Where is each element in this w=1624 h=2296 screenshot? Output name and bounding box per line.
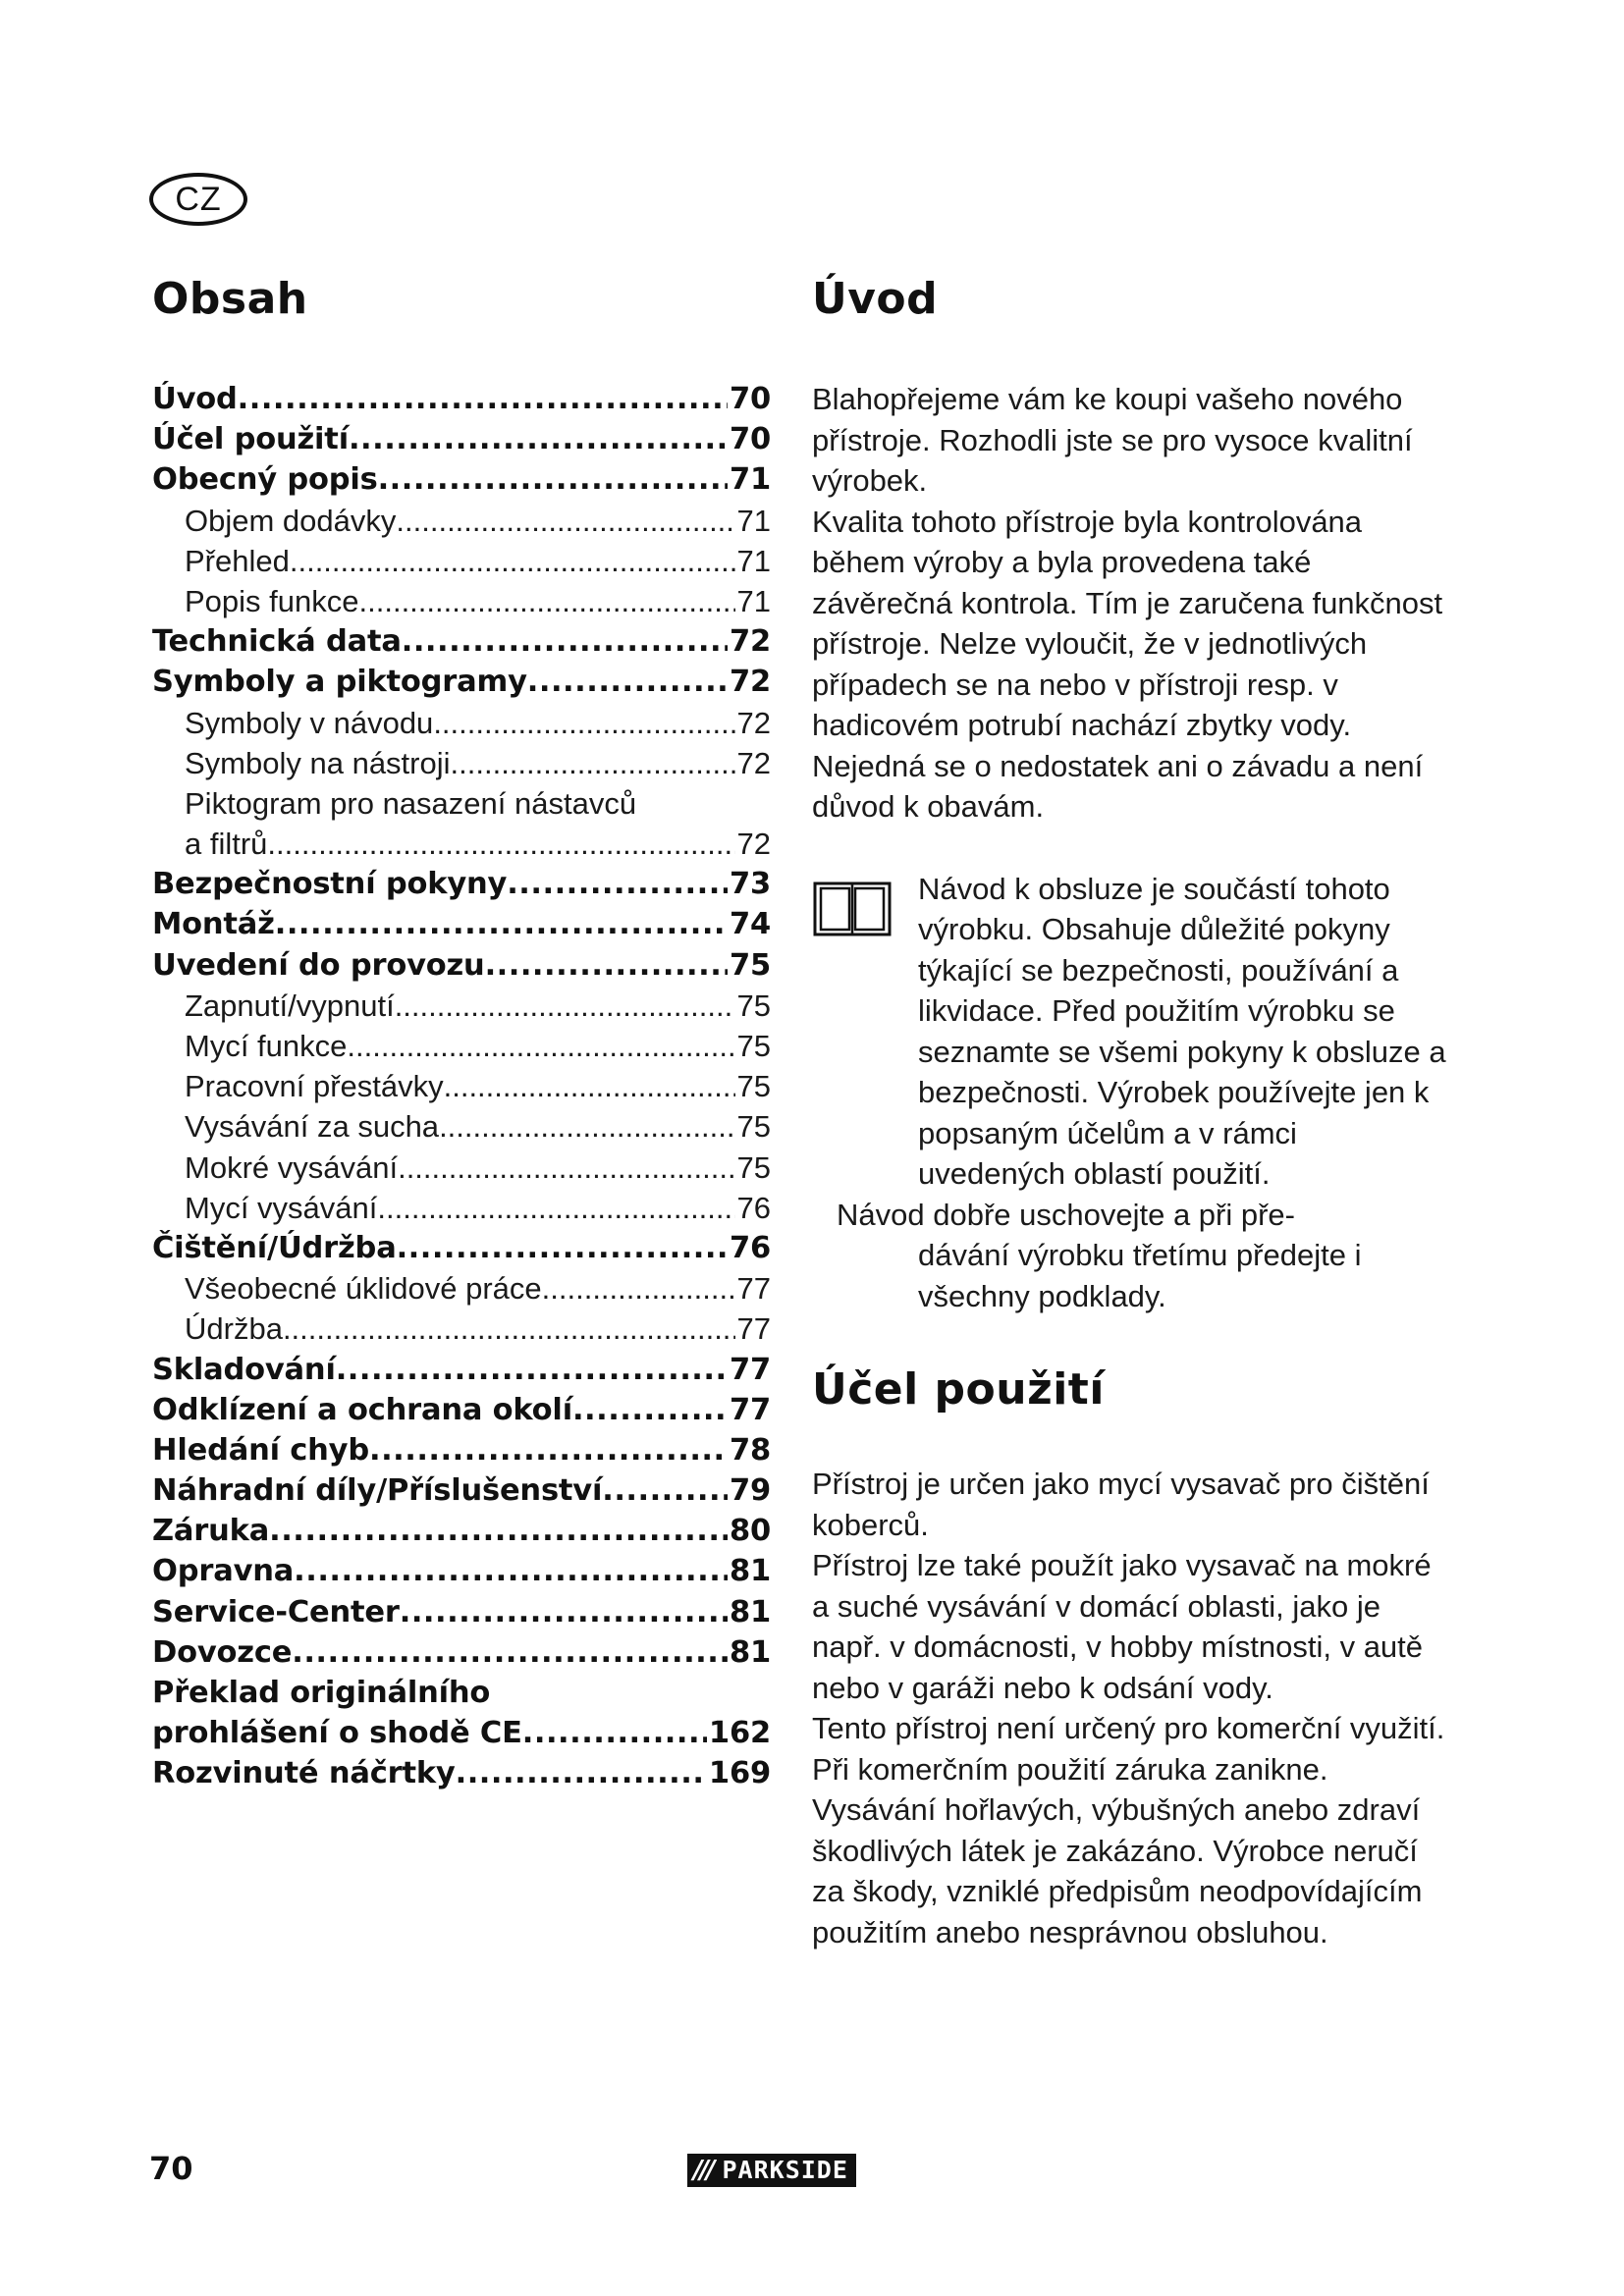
toc-entry-page: 70 <box>729 382 771 416</box>
toc-entry-page: 71 <box>736 543 771 578</box>
usage-section <box>812 1356 1450 1952</box>
notice-last-rest: dávání výrobku třetímu předejte i všechny podklady. <box>918 1238 1362 1313</box>
toc-entry-page: 76 <box>729 1230 771 1265</box>
toc-entry-preklad-line1 <box>152 1673 771 1713</box>
toc-entry-label: Technická data <box>152 624 402 660</box>
toc-entry-label: Čištění/Údržba <box>152 1230 397 1265</box>
logo-slashes: /// <box>687 2154 717 2187</box>
toc-entry-page: 72 <box>736 705 771 740</box>
toc-entry-page: 73 <box>729 867 771 902</box>
book-icon <box>812 879 893 939</box>
toc-entry-uvedeni-do-provozu <box>152 945 771 986</box>
table-of-contents <box>152 265 771 1794</box>
content-column <box>812 265 1450 1952</box>
toc-entry-udrzba <box>152 1308 771 1349</box>
toc-entry-page: 71 <box>736 503 771 538</box>
toc-entry-label-continued: a filtrů <box>185 827 268 862</box>
toc-entry-myci-funkce <box>152 1026 771 1066</box>
toc-entry-page: 77 <box>729 1392 771 1427</box>
toc-entry-nahradni-dily <box>152 1470 771 1511</box>
toc-entry-label: Úvod <box>152 382 238 416</box>
toc-entry-page: 77 <box>736 1311 771 1347</box>
toc-entry-page: 75 <box>736 1109 771 1145</box>
toc-entry-bezpecnostni-pokyny <box>152 864 771 904</box>
toc-entry-symboly-na-nastroji <box>152 743 771 783</box>
toc-entry-label: Symboly v návodu <box>185 705 434 740</box>
toc-entry-piktogram-line2 <box>152 824 771 864</box>
toc-entry-page: 76 <box>736 1190 771 1225</box>
toc-entry-label: Symboly na nástroji <box>185 745 451 780</box>
intro-section <box>812 379 1450 828</box>
toc-entry-label: Vysávání za sucha <box>185 1109 440 1145</box>
toc-entry-label: Všeobecné úklidové práce <box>185 1271 542 1307</box>
toc-entry-myci-vysavani <box>152 1188 771 1228</box>
toc-entry-label: Údržba <box>185 1311 283 1347</box>
toc-entry-label: Zapnutí/vypnutí <box>185 988 395 1023</box>
toc-entry-label: Rozvinuté náčrtky <box>152 1756 456 1791</box>
intro-heading: Úvod <box>812 274 939 324</box>
toc-entry-label: Účel použití <box>152 422 349 457</box>
toc-entry-uvod <box>152 379 771 419</box>
toc-entry-label: Montáž <box>152 907 275 942</box>
toc-entry-label: Objem dodávky <box>185 503 397 538</box>
toc-entry-label: Popis funkce <box>185 583 359 618</box>
toc-entry-label: Odklízení a ochrana okolí <box>152 1392 572 1427</box>
toc-entry-label: Mycí funkce <box>185 1029 348 1063</box>
toc-entry-popis-funkce <box>152 581 771 621</box>
toc-entry-label: Obecný popis <box>152 462 378 498</box>
toc-entry-label: Záruka <box>152 1514 270 1549</box>
toc-entry-page: 72 <box>736 745 771 780</box>
usage-paragraph: Přístroj je určen jako mycí vysavač pro čištění koberců. <box>812 1467 1430 1542</box>
toc-entry-symboly-a-piktogramy <box>152 662 771 702</box>
toc-entry-pracovni-prestavky <box>152 1066 771 1106</box>
toc-entry-skladovani <box>152 1350 771 1390</box>
usage-paragraph: Přístroj lze také použít jako vysavač na mokré a suché vysávání v domácí oblasti, jako je např. v domácnosti, v hobby místnosti, v autě nebo v garáži nebo k odsání vody. <box>812 1548 1432 1705</box>
toc-entry-label: Náhradní díly/Příslušenství <box>152 1473 603 1509</box>
toc-entry-page: 72 <box>736 827 771 862</box>
toc-entry-page: 71 <box>729 462 771 498</box>
usage-heading: Účel použití <box>812 1364 1105 1415</box>
notice-text: Návod k obsluze je součástí tohoto výrobku. Obsahuje důležité pokyny týkající se bezpečnosti, používání a likvidace. Před použitím výrobku se seznamte se všemi pokyny k obsluze a bezpečnosti. Výrobek používejte jen k popsaným účelům a v rámci uvedených oblastí použití. <box>918 871 1446 1191</box>
toc-entry-zapnuti-vypnuti <box>152 986 771 1026</box>
toc-entry-label: Dovozce <box>152 1634 293 1670</box>
toc-entry-vysavani-za-sucha <box>152 1106 771 1147</box>
parkside-logo <box>687 2154 856 2187</box>
toc-entry-service-center <box>152 1592 771 1632</box>
toc-entry-page: 81 <box>729 1634 771 1670</box>
toc-entry-label: Pracovní přestávky <box>185 1069 444 1104</box>
toc-entry-dovozce <box>152 1632 771 1673</box>
toc-list <box>152 379 771 1794</box>
toc-entry-zaruka <box>152 1511 771 1551</box>
toc-entry-mokre-vysavani <box>152 1148 771 1188</box>
toc-entry-label: Piktogram pro nasazení nástavců <box>185 785 637 821</box>
toc-entry-page: 72 <box>729 665 771 700</box>
toc-entry-label: Hledání chyb <box>152 1432 369 1468</box>
toc-entry-label: Skladování <box>152 1352 336 1387</box>
toc-entry-label: Uvedení do provozu <box>152 947 485 983</box>
toc-entry-symboly-v-navodu <box>152 703 771 743</box>
notice-last-line: Návod dobře uschovejte a při pře- <box>837 1197 1295 1232</box>
logo-text: PARKSIDE <box>717 2154 856 2187</box>
toc-entry-page: 75 <box>729 947 771 983</box>
toc-entry-technicka-data <box>152 621 771 662</box>
toc-entry-page: 72 <box>729 624 771 660</box>
manual-notice <box>812 869 1450 1317</box>
toc-entry-page: 78 <box>729 1432 771 1468</box>
toc-entry-page: 75 <box>736 988 771 1023</box>
toc-entry-label: Mokré vysávání <box>185 1149 399 1185</box>
toc-entry-opravna <box>152 1551 771 1591</box>
toc-entry-label: Mycí vysávání <box>185 1190 378 1225</box>
toc-entry-page: 77 <box>729 1352 771 1387</box>
toc-entry-label-continued: prohlášení o shodě CE <box>152 1716 522 1751</box>
toc-entry-piktogram-line1 <box>152 783 771 824</box>
usage-body <box>812 1464 1450 1952</box>
toc-entry-page: 70 <box>729 422 771 457</box>
intro-paragraph: Kvalita tohoto přístroje byla kontrolována během výroby a byla provedena také závěrečná kontrola. Tím je zaručena funkčnost přístroje. Nelze vyloučit, že v jednotlivých případech se na nebo v přístroji resp. v hadicovém potrubí nachází zbytky vody. Nejedná se o nedostatek ani o závadu a není důvod k obavám. <box>812 504 1443 824</box>
toc-entry-page: 74 <box>729 907 771 942</box>
intro-paragraph: Blahopřejeme vám ke koupi vašeho nového přístroje. Rozhodli jste se pro vysoce kvalitní výrobek. <box>812 382 1413 498</box>
toc-entry-obecny-popis <box>152 459 771 500</box>
toc-entry-prehled <box>152 541 771 581</box>
toc-entry-label: Bezpečnostní pokyny <box>152 867 508 902</box>
toc-entry-vseobecne-uklidove-prace <box>152 1268 771 1308</box>
toc-heading: Obsah <box>152 274 308 324</box>
toc-entry-ucel-pouziti <box>152 419 771 459</box>
usage-paragraph: Tento přístroj není určený pro komerční využití. Při komerčním použití záruka zanikne. Vysávání hořlavých, výbušných anebo zdraví škodlivých látek je zakázáno. Výrobce neručí za škody, vzniklé předpisům neodpovídajícím použitím anebo nesprávnou obsluhou. <box>812 1711 1445 1949</box>
toc-entry-page: 77 <box>736 1271 771 1307</box>
toc-entry-page: 75 <box>736 1029 771 1063</box>
toc-entry-page: 162 <box>708 1716 771 1751</box>
toc-entry-label: Service-Center <box>152 1594 400 1629</box>
toc-entry-cisteni-udrzba <box>152 1228 771 1268</box>
toc-entry-odklizeni <box>152 1390 771 1430</box>
toc-entry-objem-dodavky <box>152 501 771 541</box>
toc-entry-montaz <box>152 904 771 944</box>
toc-entry-page: 169 <box>708 1756 771 1791</box>
toc-entry-page: 79 <box>729 1473 771 1509</box>
toc-entry-page: 80 <box>729 1514 771 1549</box>
toc-entry-preklad-line2 <box>152 1713 771 1753</box>
toc-entry-rozvinute-nacrtky <box>152 1753 771 1793</box>
toc-entry-page: 75 <box>736 1069 771 1104</box>
toc-entry-page: 81 <box>729 1554 771 1589</box>
toc-entry-page: 71 <box>736 583 771 618</box>
toc-entry-label: Symboly a piktogramy <box>152 665 527 700</box>
toc-entry-page: 81 <box>729 1594 771 1629</box>
toc-entry-hledani-chyb <box>152 1430 771 1470</box>
toc-entry-page: 75 <box>736 1149 771 1185</box>
toc-entry-label: Překlad originálního <box>152 1676 491 1710</box>
page-number: 70 <box>149 2150 193 2187</box>
toc-entry-label: Opravna <box>152 1554 295 1589</box>
toc-entry-label: Přehled <box>185 543 290 578</box>
language-badge: CZ <box>149 173 247 226</box>
